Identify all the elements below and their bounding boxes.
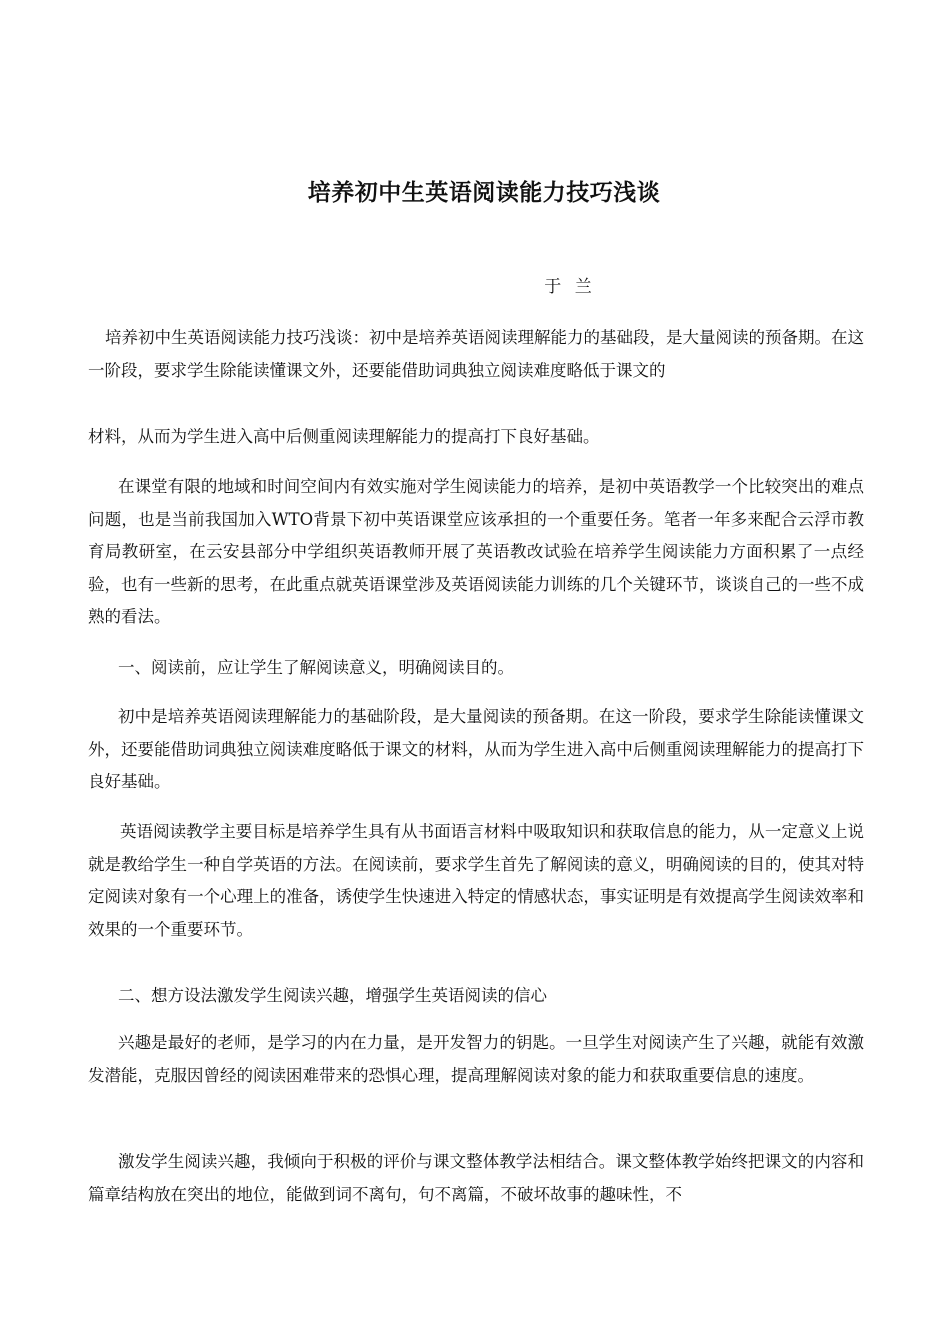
paragraph-section-2-b: 激发学生阅读兴趣，我倾向于积极的评价与课文整体教学法相结合。课文整体教学始终把课文的内容和篇章结构放在突出的地位，能做到词不离句，句不离篇，不破坏故事的趣味性，不 xyxy=(88,1152,864,1204)
paragraph-section-2-a: 兴趣是最好的老师，是学习的内在力量，是开发智力的钥匙。一旦学生对阅读产生了兴趣，就能有效激发潜能，克服因曾经的阅读困难带来的恐惧心理，提高理解阅读对象的能力和获取重要信息的速度。 xyxy=(88,1033,864,1085)
paragraph-section-1-b: 英语阅读教学主要目标是培养学生具有从书面语言材料中吸取知识和获取信息的能力，从一定意义上说就是教给学生一种自学英语的方法。在阅读前，要求学生首先了解阅读的意义，明确阅读的目的，使其对特定阅读对象有一个心理上的准备，诱使学生快速进入特定的情感状态，事实证明是有效提高学生阅读效率和效果的一个重要环节。 xyxy=(88,822,864,939)
paragraph-intro-continued: 材料，从而为学生进入高中后侧重阅读理解能力的提高打下良好基础。 xyxy=(88,427,600,446)
paragraph-section-1-a: 初中是培养英语阅读理解能力的基础阶段，是大量阅读的预备期。在这一阶段，要求学生除能读懂课文外，还要能借助词典独立阅读难度略低于课文的材料，从而为学生进入高中后侧重阅读理解能力的提高打下良好基础。 xyxy=(88,707,864,791)
paragraph-background: 在课堂有限的地域和时间空间内有效实施对学生阅读能力的培养，是初中英语教学一个比较突出的难点问题，也是当前我国加入WTO背景下初中英语课堂应该承担的一个重要任务。笔者一年多来配合云浮市教育局教研室，在云安县部分中学组织英语教师开展了英语教改试验在培养学生阅读能力方面积累了一点经验，也有一些新的思考，在此重点就英语课堂涉及英语阅读能力训练的几个关键环节，谈谈自己的一些不成熟的看法。 xyxy=(88,477,864,626)
document-author: 于 兰 xyxy=(544,277,596,297)
document-title: 培养初中生英语阅读能力技巧浅谈 xyxy=(307,179,661,206)
paragraph-intro: 培养初中生英语阅读能力技巧浅谈：初中是培养英语阅读理解能力的基础段，是大量阅读的预备期。在这一阶段，要求学生除能读懂课文外，还要能借助词典独立阅读难度略低于课文的 xyxy=(88,328,864,380)
section-heading-2: 二、想方设法激发学生阅读兴趣，增强学生英语阅读的信心 xyxy=(118,986,547,1005)
section-heading-1: 一、阅读前，应让学生了解阅读意义，明确阅读目的。 xyxy=(118,658,514,677)
